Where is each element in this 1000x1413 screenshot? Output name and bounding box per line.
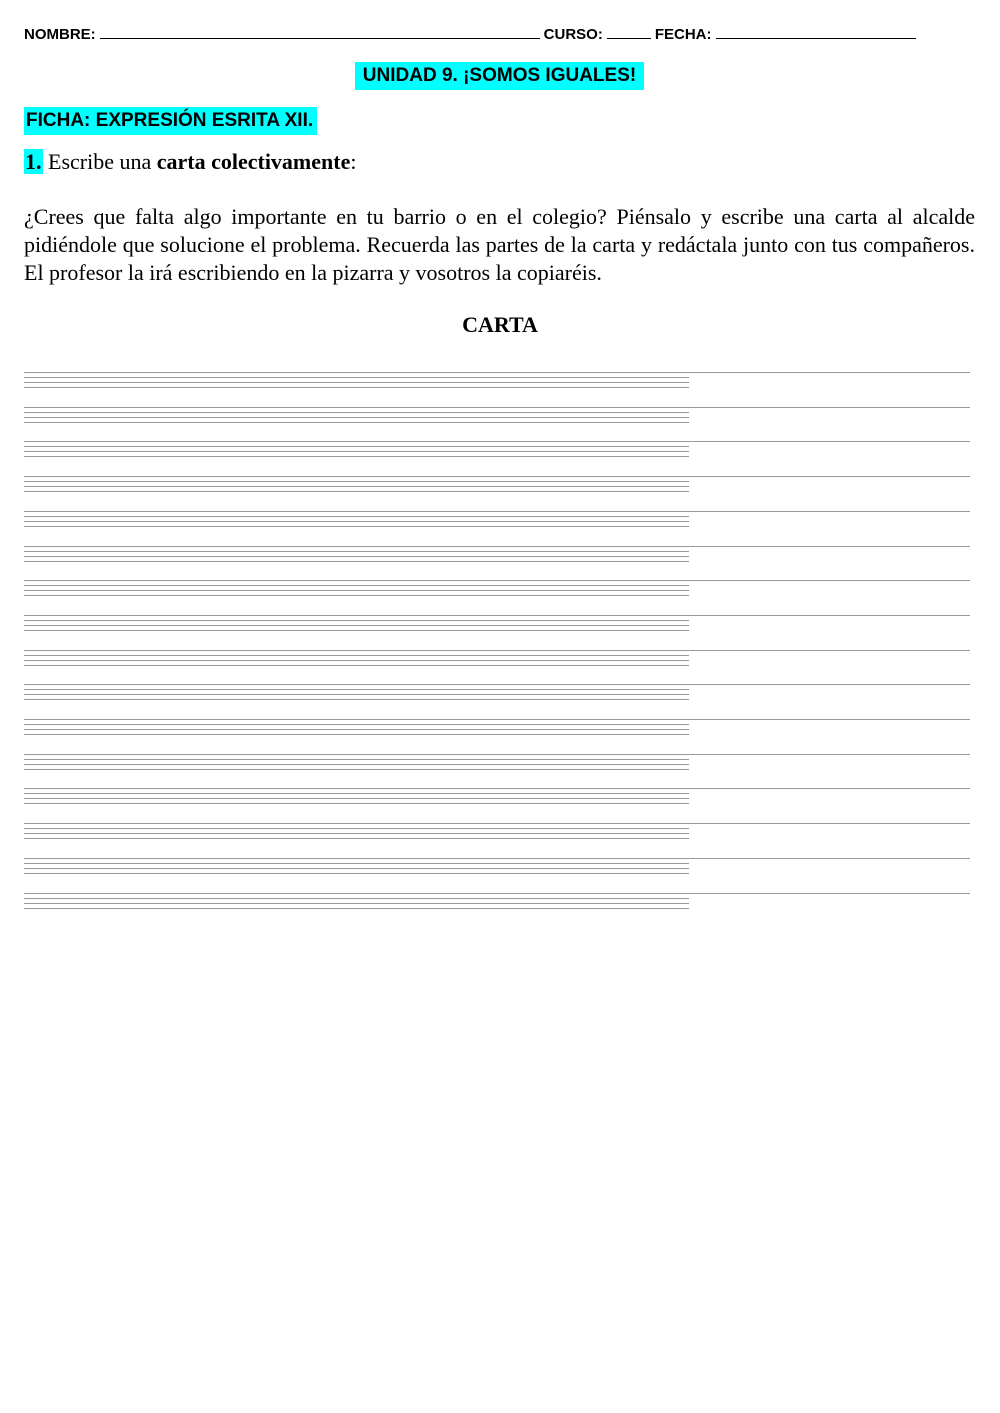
writing-guide-line: [24, 655, 689, 656]
writing-line: [24, 546, 970, 547]
writing-line: [24, 372, 970, 373]
writing-line: [24, 754, 970, 755]
exercise-text-bold: carta colectivamente: [156, 149, 351, 174]
writing-guide-line: [24, 868, 689, 869]
writing-guide-line: [24, 551, 689, 552]
ficha-title: FICHA: EXPRESIÓN ESRITA XII.: [24, 107, 317, 135]
writing-guide-line: [24, 838, 689, 839]
writing-guide-line: [24, 903, 689, 904]
writing-guide-line: [24, 898, 689, 899]
writing-guide-line: [24, 665, 689, 666]
writing-guide-line: [24, 793, 689, 794]
writing-guide-line: [24, 863, 689, 864]
writing-guide-line: [24, 620, 689, 621]
writing-guide-line: [24, 699, 689, 700]
writing-guide-line: [24, 516, 689, 517]
writing-guide-line: [24, 734, 689, 735]
writing-lines[interactable]: [24, 0, 970, 1413]
exercise-number: 1.: [25, 149, 42, 174]
writing-guide-line: [24, 387, 689, 388]
writing-guide-line: [24, 585, 689, 586]
nombre-label: NOMBRE:: [24, 26, 96, 43]
exercise-text-before: Escribe una: [48, 149, 152, 174]
writing-line: [24, 858, 970, 859]
writing-guide-line: [24, 382, 689, 383]
writing-guide-line: [24, 873, 689, 874]
writing-guide-line: [24, 561, 689, 562]
writing-guide-line: [24, 759, 689, 760]
writing-guide-line: [24, 625, 689, 626]
writing-line: [24, 823, 970, 824]
writing-guide-line: [24, 526, 689, 527]
writing-line: [24, 511, 970, 512]
writing-guide-line: [24, 828, 689, 829]
writing-guide-line: [24, 630, 689, 631]
writing-guide-line: [24, 595, 689, 596]
writing-guide-line: [24, 590, 689, 591]
writing-guide-line: [24, 729, 689, 730]
writing-guide-line: [24, 491, 689, 492]
writing-guide-line: [24, 412, 689, 413]
writing-guide-line: [24, 798, 689, 799]
writing-guide-line: [24, 556, 689, 557]
instructions-paragraph: ¿Crees que falta algo importante en tu barrio o en el colegio? Piénsalo y escribe una carta al alcalde pidiéndole que solucione el problema. Recuerda las partes de la carta y redáctala junto con tus compañeros. El profesor la irá escribiendo en la pizarra y vosotros la copiaréis.: [24, 204, 975, 285]
writing-guide-line: [24, 486, 689, 487]
writing-guide-line: [24, 724, 689, 725]
writing-guide-line: [24, 689, 689, 690]
writing-line: [24, 615, 970, 616]
writing-guide-line: [24, 833, 689, 834]
fecha-label: FECHA:: [654, 26, 712, 43]
writing-guide-line: [24, 521, 689, 522]
writing-line: [24, 719, 970, 720]
writing-line: [24, 476, 970, 477]
writing-guide-line: [24, 422, 689, 423]
exercise-text-after: :: [350, 149, 357, 174]
writing-guide-line: [24, 451, 689, 452]
writing-guide-line: [24, 769, 689, 770]
writing-line: [24, 407, 970, 408]
writing-guide-line: [24, 481, 689, 482]
writing-line: [24, 684, 970, 685]
writing-guide-line: [24, 456, 689, 457]
writing-guide-line: [24, 446, 689, 447]
writing-guide-line: [24, 764, 689, 765]
writing-guide-line: [24, 417, 689, 418]
writing-line: [24, 650, 970, 651]
writing-line: [24, 580, 970, 581]
writing-line: [24, 788, 970, 789]
writing-line: [24, 441, 970, 442]
writing-line: [24, 893, 970, 894]
writing-guide-line: [24, 803, 689, 804]
writing-guide-line: [24, 908, 689, 909]
carta-title: CARTA: [462, 312, 538, 337]
unit-title: UNIDAD 9. ¡SOMOS IGUALES!: [355, 62, 644, 90]
curso-label: CURSO:: [543, 26, 603, 43]
writing-guide-line: [24, 377, 689, 378]
writing-guide-line: [24, 660, 689, 661]
writing-guide-line: [24, 694, 689, 695]
